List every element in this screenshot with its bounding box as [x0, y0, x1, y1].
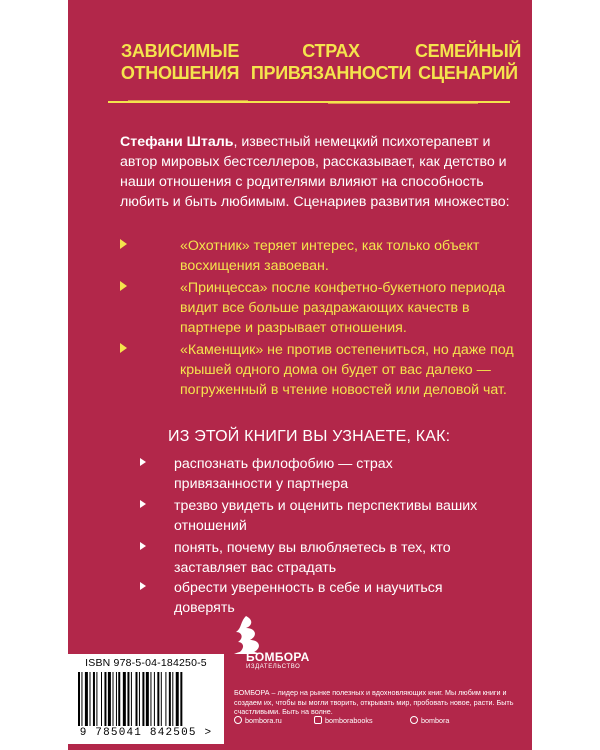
barcode [68, 654, 224, 744]
barcode-bars [78, 672, 214, 726]
learn-item [140, 454, 480, 494]
triangle-bullet-icon [140, 542, 146, 550]
globe-icon [234, 716, 242, 724]
triangle-bullet-icon [140, 458, 146, 466]
author-name: Стефани Шталь [120, 134, 234, 150]
scenario-item [120, 340, 520, 420]
triangle-bullet-icon [140, 500, 146, 508]
social-link[interactable] [234, 716, 282, 725]
triangle-bullet-icon [120, 239, 127, 249]
learn-text: трезво увидеть и оценить перспективы ваших отношений [174, 498, 478, 534]
social-label: bomborabooks [325, 716, 373, 725]
social-label: bombora [421, 716, 450, 725]
intro-paragraph [120, 132, 520, 212]
triangle-bullet-icon [140, 582, 146, 590]
learn-item [140, 496, 480, 536]
barcode-digits: 9 785041 842505 > [79, 727, 213, 739]
tag-fear-of-attachment [246, 40, 416, 90]
tag-dependent-relationships [110, 40, 250, 90]
brush-divider [108, 100, 510, 104]
book-back-cover [68, 0, 532, 750]
social-label: bombora.ru [245, 716, 282, 725]
publisher-subtitle: ИЗДАТЕЛЬСТВО [246, 664, 301, 670]
social-link[interactable] [410, 716, 449, 725]
tag-line: ОТНОШЕНИЯ [120, 63, 240, 83]
isbn: ISBN 978-5-04-184250-5 [85, 657, 207, 669]
vk-icon [314, 716, 322, 724]
learn-text: обрести уверенность в себе и научиться доверять [174, 580, 443, 616]
learn-text: понять, почему вы влюбляетесь в тех, кто заставляет вас страдать [174, 540, 451, 576]
scenario-text: «Охотник» теряет интерес, как только объект восхищения завоеван. [180, 238, 480, 274]
scenario-text: «Принцесса» после конфетно-букетного периода видит все больше раздражающих качеств в партнере и разрывает отношения. [180, 280, 506, 336]
learn-item [140, 538, 480, 578]
intro-text: , известный немецкий психотерапевт и автор мировых бестселлеров, рассказывает, как детство и наши отношения с родителями влияют на способность любить и быть любимым. Сценариев развития множество: [120, 134, 510, 210]
publisher-description: БОМБОРА – лидер на рынке полезных и вдохновляющих книг. Мы любим книги и создаем их, чтобы вы могли творить, открывать мир, пробовать новое, расти. Быть счастливыми. Быть на волне. [234, 688, 514, 716]
learn-text: распознать филофобию — страх привязанности у партнера [174, 456, 393, 492]
scenario-item [120, 278, 520, 338]
social-links [234, 716, 524, 728]
tag-family-scenario [408, 40, 528, 90]
triangle-bullet-icon [120, 281, 127, 291]
publisher-name: БОМБОРА [246, 650, 310, 664]
tag-line: СЦЕНАРИЙ [418, 63, 518, 83]
tag-line: СТРАХ [302, 41, 360, 61]
scenario-text: «Каменщик» не против остепениться, но даже под крышей одного дома он будет от вас далеко — погруженный в чтение новостей или деловой чат. [180, 342, 514, 398]
tag-line: ПРИВЯЗАННОСТИ [250, 63, 412, 83]
learn-heading: ИЗ ЭТОЙ КНИГИ ВЫ УЗНАЕТЕ, КАК: [168, 428, 451, 445]
tag-line: СЕМЕЙНЫЙ [414, 41, 522, 61]
tag-line: ЗАВИСИМЫЕ [120, 41, 240, 61]
triangle-bullet-icon [120, 343, 127, 353]
social-link[interactable] [314, 716, 373, 725]
telegram-icon [410, 716, 418, 724]
scenario-item [120, 236, 520, 276]
